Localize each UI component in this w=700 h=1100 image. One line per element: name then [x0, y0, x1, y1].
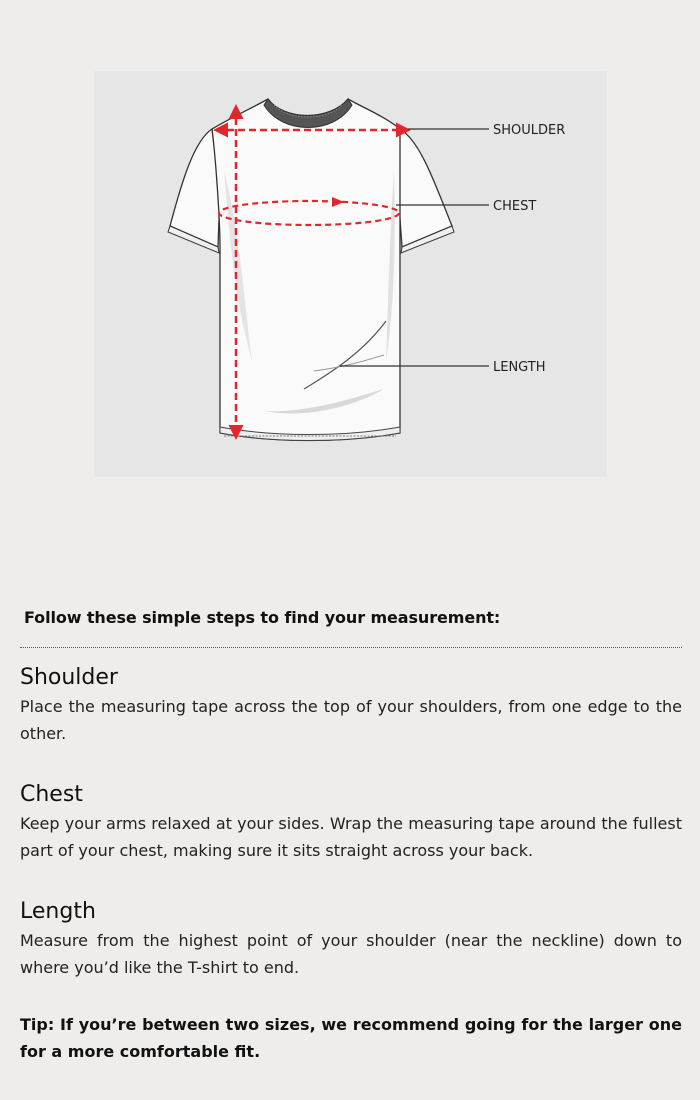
chest-label: CHEST — [493, 199, 537, 214]
chest-section — [20, 780, 682, 864]
shoulder-label: SHOULDER — [493, 123, 566, 138]
tshirt-measurement-diagram — [94, 71, 607, 477]
dotted-divider — [20, 647, 682, 648]
length-label: LENGTH — [493, 360, 546, 375]
shoulder-instructions: Place the measuring tape across the top of your shoulders, from one edge to the other. — [20, 697, 682, 743]
instructions-intro: Follow these simple steps to find your measurement: — [24, 608, 501, 627]
chest-instructions: Keep your arms relaxed at your sides. Wrap the measuring tape around the fullest part of your chest, making sure it sits straight across your back. — [20, 814, 682, 860]
chest-heading: Chest — [20, 782, 83, 807]
tshirt-illustration — [168, 99, 454, 441]
length-heading: Length — [20, 899, 96, 924]
shoulder-heading: Shoulder — [20, 665, 118, 690]
length-section — [20, 897, 682, 981]
size-tip: Tip: If you’re between two sizes, we recommend going for the larger one for a more comfortable fit. — [20, 1015, 682, 1061]
tshirt-diagram-svg — [94, 71, 607, 477]
length-instructions: Measure from the highest point of your shoulder (near the neckline) down to where you’d like the T-shirt to end. — [20, 931, 682, 977]
shoulder-section — [20, 663, 682, 747]
